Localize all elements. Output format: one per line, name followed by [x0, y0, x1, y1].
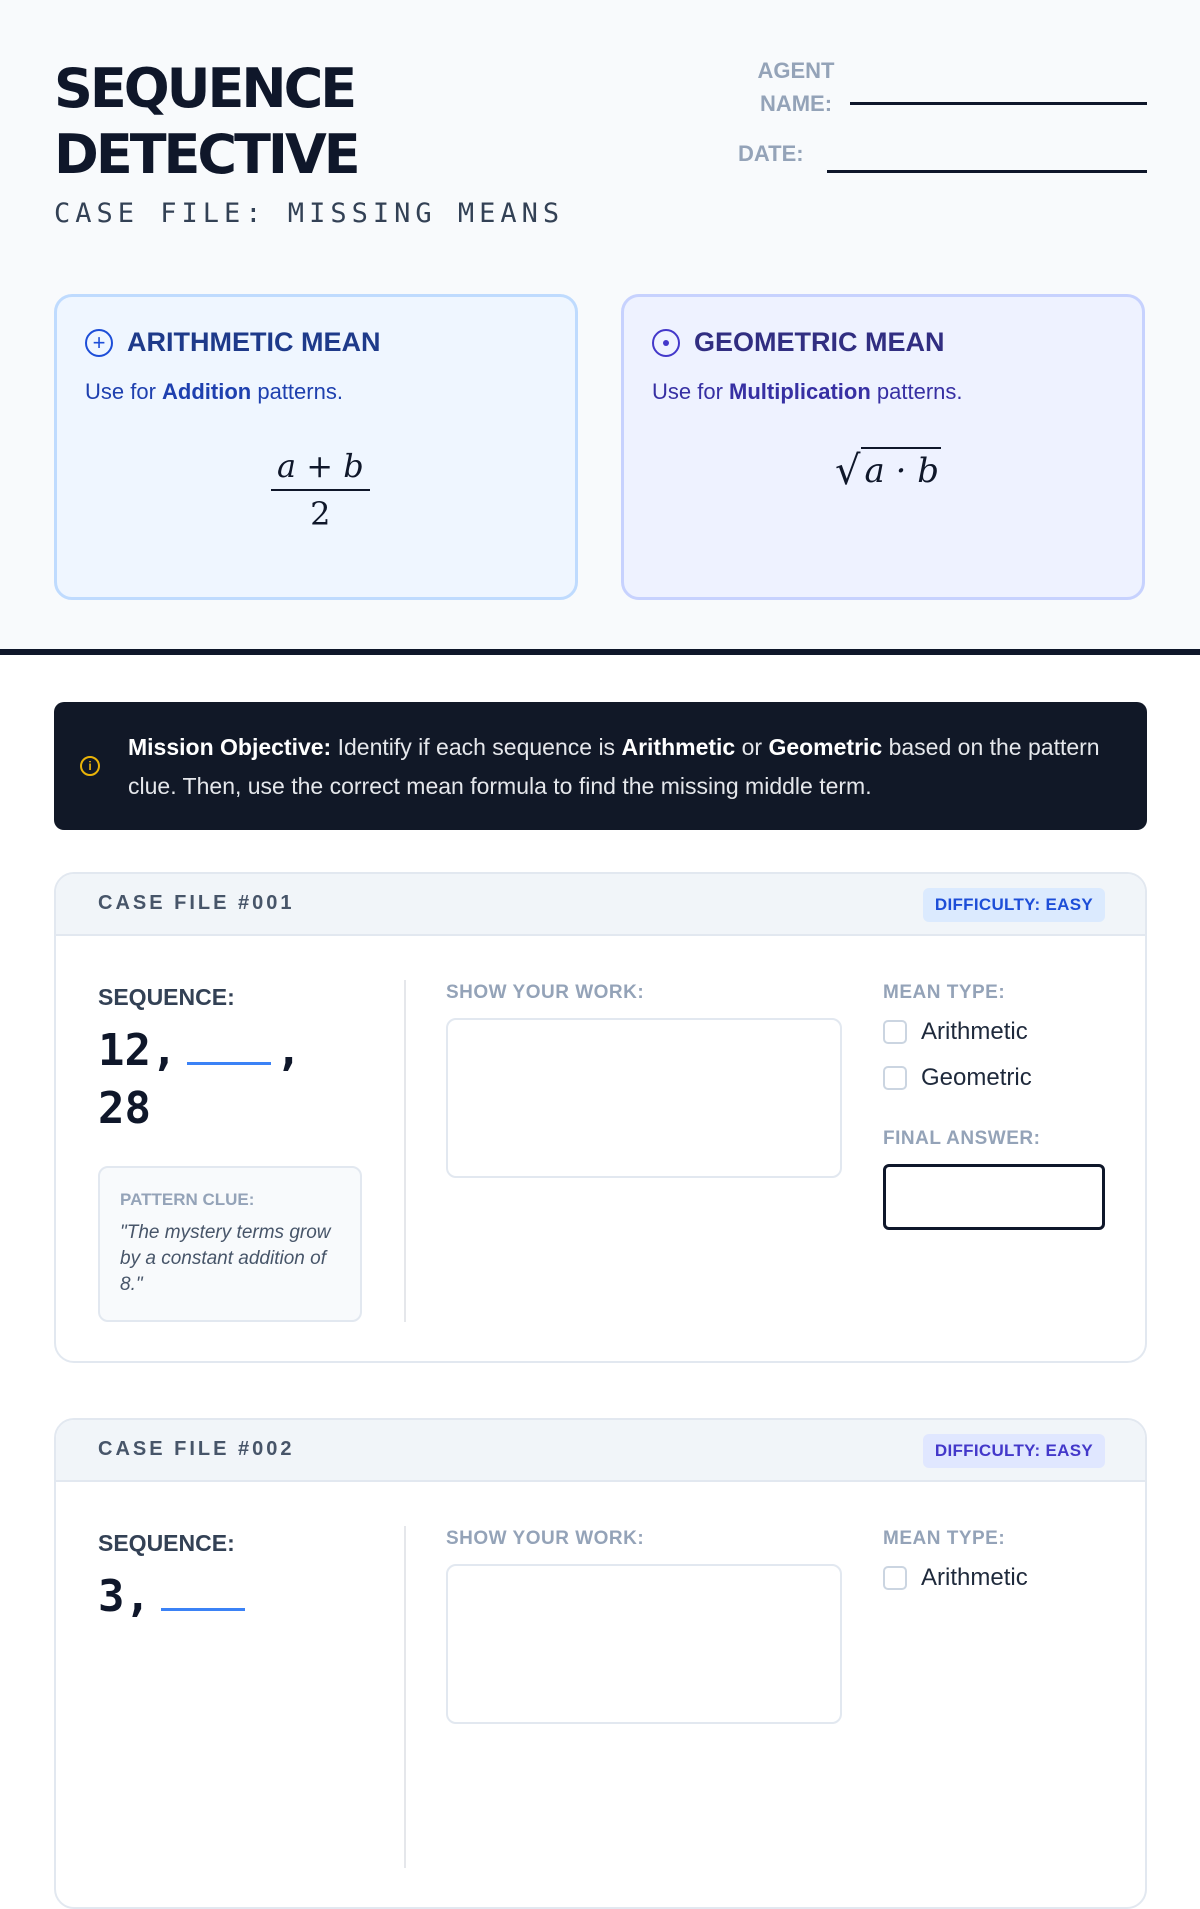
arithmetic-mean-card [54, 294, 578, 600]
page-title [54, 56, 358, 188]
arithmetic-checkbox[interactable] [883, 1020, 907, 1044]
mean-type-option-geometric[interactable] [883, 1064, 1032, 1092]
info-icon: i [80, 756, 100, 776]
sequence-label: SEQUENCE: [98, 1530, 235, 1556]
difficulty-badge: DIFFICULTY: EASY [923, 888, 1105, 922]
arithmetic-mean-usage [85, 379, 343, 405]
formula-numerator: a + b [271, 447, 370, 491]
mission-label: Mission Objective: [128, 734, 332, 760]
sequence-label: SEQUENCE: [98, 984, 235, 1010]
date-line[interactable] [827, 170, 1147, 173]
usage-prefix: Use for [85, 379, 163, 404]
worksheet-header [0, 0, 1200, 655]
mission-objective-text [128, 728, 1108, 806]
case-file-card [54, 1418, 1147, 1909]
case-file-header [56, 874, 1145, 936]
date-label: DATE: [738, 141, 804, 166]
column-divider [404, 980, 406, 1322]
case-file-title: CASE FILE #002 [98, 1438, 295, 1460]
case-file-title: CASE FILE #001 [98, 892, 295, 914]
usage-keyword: Multiplication [729, 379, 871, 404]
case-file-card [54, 872, 1147, 1363]
mission-text-1: Identify if each sequence is [331, 734, 622, 760]
arithmetic-mean-heading [85, 327, 380, 358]
show-work-label: SHOW YOUR WORK: [446, 1528, 645, 1549]
show-work-label: SHOW YOUR WORK: [446, 982, 645, 1003]
show-work-area[interactable] [446, 1564, 842, 1724]
pattern-clue-box [98, 1166, 362, 1322]
option-label: Geometric [921, 1064, 1032, 1091]
missing-term-blank[interactable] [187, 1026, 271, 1065]
first-term: 12, [98, 1025, 178, 1076]
agent-name-line[interactable] [850, 102, 1147, 105]
last-term: 28 [98, 1083, 151, 1134]
final-answer-field[interactable] [883, 1164, 1105, 1230]
title-line-2: DETECTIVE [54, 123, 358, 186]
mean-type-option-arithmetic[interactable] [883, 1564, 1028, 1592]
geometric-mean-heading [652, 327, 945, 358]
dot-circle-icon [652, 329, 680, 357]
arithmetic-mean-title: ARITHMETIC MEAN [127, 327, 381, 357]
mission-geo-word: Geometric [768, 734, 883, 760]
geometric-mean-usage [652, 379, 963, 405]
final-answer-label: FINAL ANSWER: [883, 1128, 1041, 1149]
arithmetic-mean-formula [271, 447, 370, 533]
square-root-icon: √ [835, 448, 861, 494]
usage-suffix: patterns. [251, 379, 343, 404]
case-file-header [56, 1420, 1145, 1482]
mean-type-label: MEAN TYPE: [883, 1528, 1006, 1549]
agent-label-line-1: AGENT [757, 58, 835, 83]
geometric-mean-title: GEOMETRIC MEAN [694, 327, 945, 357]
difficulty-badge: DIFFICULTY: EASY [923, 1434, 1105, 1468]
mission-or: or [735, 734, 769, 760]
option-label: Arithmetic [921, 1018, 1028, 1045]
show-work-area[interactable] [446, 1018, 842, 1178]
column-divider [404, 1526, 406, 1868]
formula-denominator: 2 [310, 495, 331, 533]
formula-radicand: a · b [861, 447, 941, 491]
mission-text-2: based on the pattern clue. Then, use the correct mean formula to find the missing middle term. [128, 734, 1100, 799]
first-term: 3, [98, 1571, 151, 1622]
pattern-clue-text: "The mystery terms grow by a constant addition of 8." [120, 1222, 331, 1295]
geometric-checkbox[interactable] [883, 1066, 907, 1090]
pattern-clue-label: PATTERN CLUE: [120, 1190, 255, 1209]
usage-suffix: patterns. [870, 379, 963, 404]
mission-objective-banner [54, 702, 1147, 830]
missing-term-blank[interactable] [161, 1572, 245, 1611]
usage-keyword: Addition [162, 379, 252, 404]
sequence-value [98, 1022, 338, 1138]
page-subtitle: CASE FILE: MISSING MEANS [54, 198, 565, 229]
mean-type-option-arithmetic[interactable] [883, 1018, 1028, 1046]
geometric-mean-formula [835, 447, 941, 494]
agent-label-line-2: NAME: [759, 91, 833, 116]
geometric-mean-card [621, 294, 1145, 600]
agent-name-label [736, 54, 856, 120]
option-label: Arithmetic [921, 1564, 1028, 1591]
mission-arith-word: Arithmetic [621, 734, 736, 760]
sequence-value [98, 1568, 338, 1626]
mean-type-label: MEAN TYPE: [883, 982, 1006, 1003]
arithmetic-checkbox[interactable] [883, 1566, 907, 1590]
plus-circle-icon: + [85, 329, 113, 357]
usage-prefix: Use for [652, 379, 730, 404]
term-separator: , [275, 1025, 302, 1076]
title-line-1: SEQUENCE [54, 57, 355, 120]
